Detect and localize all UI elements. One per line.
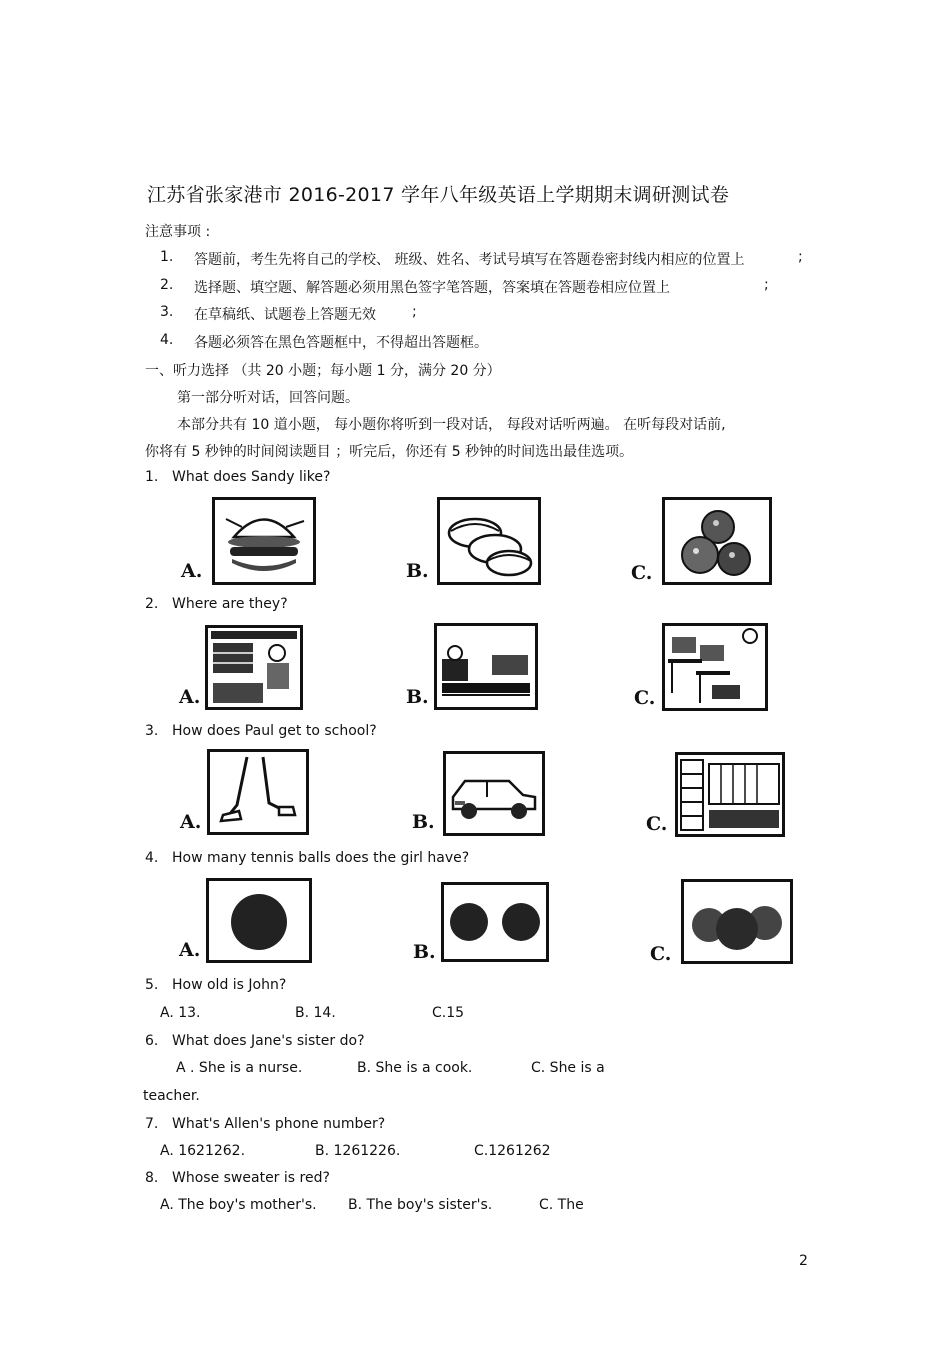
question-text: How many tennis balls does the girl have? bbox=[172, 850, 470, 866]
question-number: 7. bbox=[145, 1116, 159, 1132]
question-number: 4. bbox=[145, 850, 159, 866]
notice-item-num: 3. bbox=[160, 304, 174, 320]
option-b: B. The boy's sister's. bbox=[348, 1197, 493, 1213]
option-b: B. 14. bbox=[295, 1005, 336, 1021]
notice-heading: 注意事项 : bbox=[145, 224, 211, 240]
question-number: 6. bbox=[145, 1033, 159, 1049]
car-icon bbox=[443, 751, 545, 836]
option-label: B. bbox=[406, 560, 429, 582]
page-title: 江苏省张家港市 2016-2017 学年八年级英语上学期期末调研测试卷 bbox=[147, 184, 730, 206]
question-text: How does Paul get to school? bbox=[172, 723, 377, 739]
question-text: How old is John? bbox=[172, 977, 287, 993]
notice-item-text: 各题必须答在黑色答题框中，不得超出答题框。 bbox=[194, 335, 488, 351]
option-label: A. bbox=[180, 811, 202, 833]
classroom-icon bbox=[662, 623, 768, 711]
option-label: C. bbox=[646, 813, 668, 835]
option-c: C.15 bbox=[432, 1005, 465, 1021]
option-label: C. bbox=[650, 943, 672, 965]
option-label: B. bbox=[406, 686, 429, 708]
option-label: C. bbox=[634, 687, 656, 709]
option-label: A. bbox=[179, 939, 201, 961]
question-text: What's Allen's phone number? bbox=[172, 1116, 386, 1132]
dumplings-icon bbox=[437, 497, 541, 585]
walking-legs-icon bbox=[207, 749, 309, 835]
option-a: A. The boy's mother's. bbox=[160, 1197, 317, 1213]
question-text: What does Jane's sister do? bbox=[172, 1033, 365, 1049]
option-c: C.1261262 bbox=[474, 1143, 551, 1159]
subway-train-icon bbox=[675, 752, 785, 837]
option-label: A. bbox=[181, 560, 203, 582]
option-c: C. She is a bbox=[531, 1060, 605, 1076]
notice-item-num: 4. bbox=[160, 332, 174, 348]
fruit-icon bbox=[662, 497, 772, 585]
notice-item-end: ; bbox=[412, 304, 417, 320]
option-label: A. bbox=[179, 686, 201, 708]
option-b: B. She is a cook. bbox=[357, 1060, 473, 1076]
question-text: Whose sweater is red? bbox=[172, 1170, 330, 1186]
section-heading: 一、听力选择 （共 20 小题；每小题 1 分，满分 20 分） bbox=[145, 363, 501, 379]
notice-item-end: ; bbox=[798, 249, 803, 265]
section-intro-line2: 你将有 5 秒钟的时间阅读题目 ；听完后，你还有 5 秒钟的时间选出最佳选项。 bbox=[145, 444, 634, 460]
option-c: C. The bbox=[539, 1197, 584, 1213]
page-number: 2 bbox=[799, 1253, 808, 1269]
one-ball-icon bbox=[206, 878, 312, 963]
option-a: A . She is a nurse. bbox=[176, 1060, 303, 1076]
three-balls-icon bbox=[681, 879, 793, 964]
question-number: 5. bbox=[145, 977, 159, 993]
option-label: B. bbox=[413, 941, 436, 963]
question-text: Where are they? bbox=[172, 596, 288, 612]
notice-item-text: 答题前，考生先将自己的学校、 班级、姓名、考试号填写在答题卷密封线内相应的位置上 bbox=[194, 252, 745, 268]
two-balls-icon bbox=[441, 882, 549, 962]
question-number: 3. bbox=[145, 723, 159, 739]
notice-item-text: 选择题、填空题、解答题必须用黑色签字笔答题，答案填在答题卷相应位置上 bbox=[194, 280, 670, 296]
part-heading: 第一部分听对话，回答问题。 bbox=[177, 390, 359, 406]
notice-item-num: 2. bbox=[160, 277, 174, 293]
notice-item-num: 1. bbox=[160, 249, 174, 265]
question-number: 1. bbox=[145, 469, 159, 485]
library-icon bbox=[205, 625, 303, 710]
option-c-continued: teacher. bbox=[143, 1088, 200, 1104]
option-label: B. bbox=[412, 811, 435, 833]
question-number: 2. bbox=[145, 596, 159, 612]
option-a: A. 13. bbox=[160, 1005, 201, 1021]
option-a: A. 1621262. bbox=[160, 1143, 246, 1159]
question-text: What does Sandy like? bbox=[172, 469, 331, 485]
notice-item-end: ; bbox=[764, 277, 769, 293]
option-label: C. bbox=[631, 562, 653, 584]
hamburger-icon bbox=[212, 497, 316, 585]
section-intro-line1: 本部分共有 10 道小题， 每小题你将听到一段对话， 每段对话听两遍。 在听每段对话前, bbox=[177, 417, 726, 433]
option-b: B. 1261226. bbox=[315, 1143, 401, 1159]
shop-icon bbox=[434, 623, 538, 710]
question-number: 8. bbox=[145, 1170, 159, 1186]
notice-item-text: 在草稿纸、试题卷上答题无效 bbox=[194, 307, 376, 323]
